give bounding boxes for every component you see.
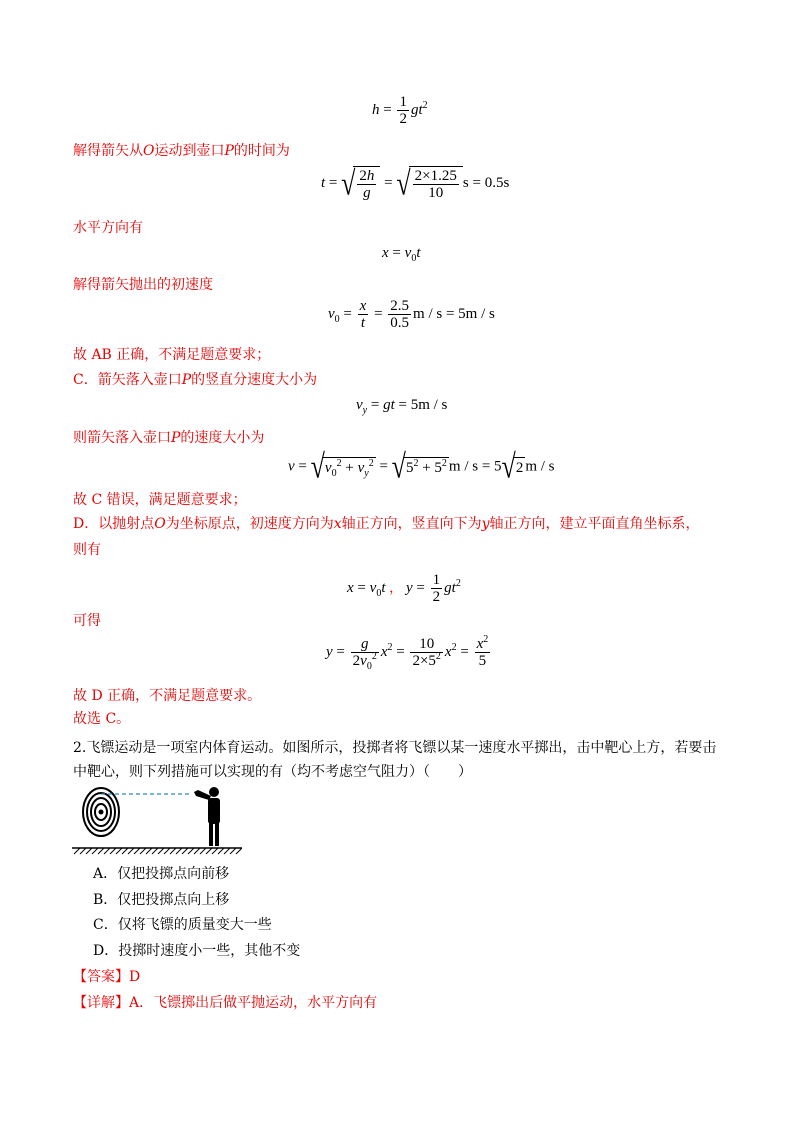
- solution-line-c-wrong: 故 C 错误，满足题意要求；: [73, 492, 247, 508]
- equation-v: $v = √v_0^2 + v_y^2 = √5^2 + 5^2$ m / s = 5√2 m / s: [288, 447, 555, 486]
- question-stem-line-2: 中靶心，则下列措施可以实现的有（均不考虑空气阻力）（ ）: [73, 764, 472, 780]
- equation-v0: $v_0$ = $\frac{x}{t}$ = $\frac{2.5}{0.5}$ m / s = 5m / s: [328, 298, 495, 331]
- solution-line-obtain: 可得: [73, 613, 101, 629]
- detail-text: A．飞镖掷出后做平抛运动，水平方向有: [129, 995, 378, 1011]
- solution-line-d: D．以抛射点O为坐标原点，初速度方向为x轴正方向，竖直向下为y轴正方向，建立平面直角坐标系，: [73, 516, 700, 532]
- answer-line: [73, 967, 140, 987]
- equation-vy: $v_y$ = gt = 5m / s: [356, 397, 448, 416]
- solution-line-d-correct: 故 D 正确，不满足题意要求。: [73, 688, 262, 704]
- equation-h: h = $\frac{1}{2}$ $gt^2$: [372, 94, 428, 127]
- equation-t: t = √ $\frac{2h}{g}$ = √ $\frac{2\times 1.25}{10}$ s = 0.5s: [321, 164, 510, 202]
- answer-value: D: [129, 969, 141, 985]
- option-d: D．投掷时速度小一些，其他不变: [93, 943, 301, 959]
- dart-figure: [72, 782, 242, 858]
- solution-line-c: C．箭矢落入壶口P的竖直分速度大小为: [73, 372, 318, 388]
- solution-line-choose: 故选 C。: [73, 711, 131, 727]
- answer-tag: 【答案】: [73, 969, 129, 985]
- solution-line-speed: 则箭矢落入壶口P的速度大小为: [73, 430, 265, 446]
- detail-line: [73, 993, 377, 1013]
- option-c: C．仅将飞镖的质量变大一些: [93, 917, 272, 933]
- dartboard-icon: [83, 788, 119, 836]
- solution-line-horizontal: 水平方向有: [73, 220, 143, 236]
- solution-line-time: 解得箭矢从O运动到壶口P的时间为: [73, 143, 290, 159]
- thrower-icon: [194, 787, 220, 846]
- equation-trajectory: y = $\frac{g}{2v_0^2}$ $x^2$ = $\frac{10}{2\times 5^2}$ $x^2$ = $\frac{x^2}{5}$: [326, 634, 489, 672]
- solution-line-initial-velocity: 解得箭矢抛出的初速度: [73, 277, 213, 293]
- detail-tag: 【详解】: [73, 995, 129, 1011]
- equation-x: $x = v_0t$: [382, 245, 421, 264]
- equation-coordinates: $x = v_0t$ ， y = $\frac{1}{2}$ $gt^2$: [347, 572, 461, 605]
- option-b: B．仅把投掷点向上移: [93, 892, 230, 908]
- solution-line-then: 则有: [73, 542, 101, 558]
- ground-hatching: [74, 848, 242, 854]
- question-stem-line-1: 2.飞镖运动是一项室内体育运动。如图所示，投掷者将飞镖以某一速度水平掷出，击中靶心上方，若要击: [73, 740, 717, 756]
- option-a: A．仅把投掷点向前移: [93, 866, 230, 882]
- solution-line-ab: 故 AB 正确，不满足题意要求；: [73, 347, 271, 363]
